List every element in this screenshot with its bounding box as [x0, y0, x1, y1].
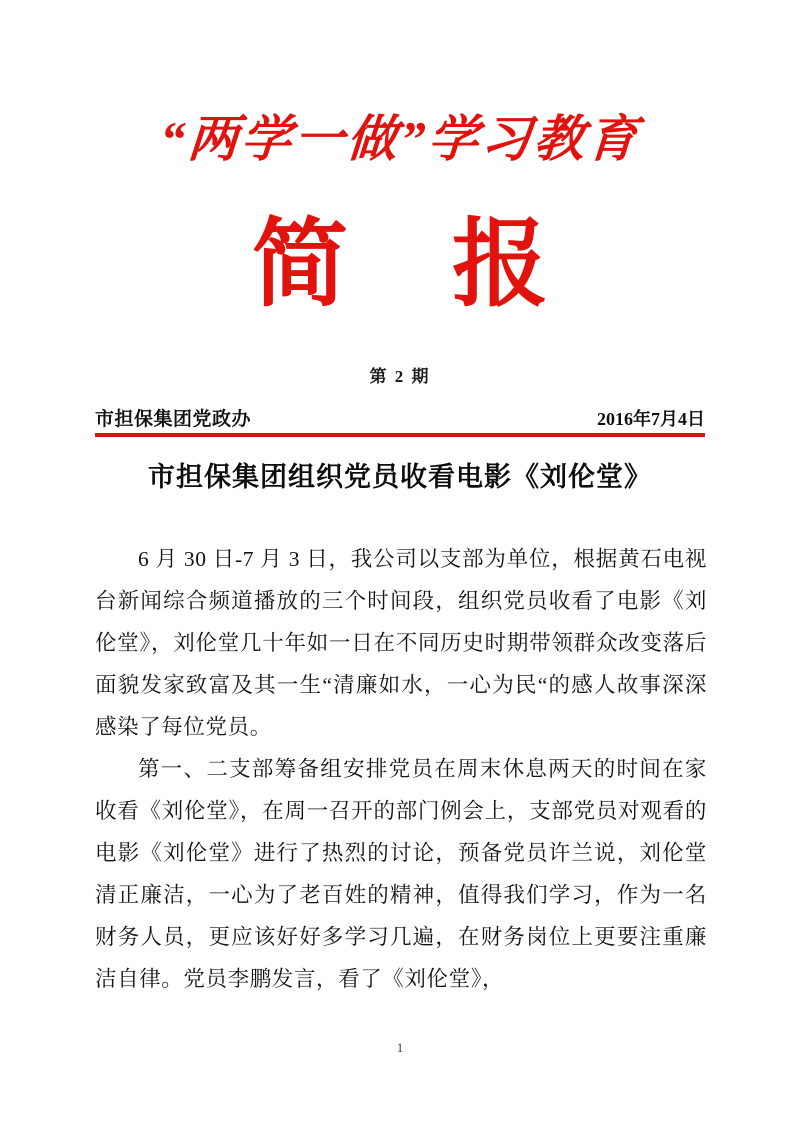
page-number: 1 [396, 1040, 404, 1055]
publication-banner-title: “两学一做”学习教育 [158, 111, 642, 167]
issue-number: 第 2 期 [369, 367, 431, 386]
masthead-row [95, 404, 705, 431]
masthead-divider [95, 433, 705, 437]
body-paragraph: 第一、二支部筹备组安排党员在周末休息两天的时间在家收看《刘伦堂》，在周一召开的部门例会上，支部党员对观看的电影《刘伦堂》进行了热烈的讨论，预备党员许兰说，刘伦堂清正廉洁，一心为了老百姓的精神，值得我们学习，作为一名财务人员，更应该好好多学习几遍，在财务岗位上更要注重廉洁自律。党员李鹏发言，看了《刘伦堂》， [95, 757, 707, 991]
publication-date: 2016年7月4日 [597, 409, 705, 429]
article-body [95, 538, 707, 1000]
body-paragraph: 6 月 30 日-7 月 3 日，我公司以支部为单位，根据黄石电视台新闻综合频道播放的三个时间段，组织党员收看了电影《刘伦堂》，刘伦堂几十年如一日在不同历史时期带领群众改变落后面貌发家致富及其一生“清廉如水，一心为民“的感人故事深深感染了每位党员。 [95, 547, 707, 739]
issuing-office: 市担保集团党政办 [95, 409, 252, 430]
article-headline: 市担保集团组织党员收看电影《刘伦堂》 [148, 462, 652, 492]
publication-name: 简 报 [252, 211, 588, 318]
